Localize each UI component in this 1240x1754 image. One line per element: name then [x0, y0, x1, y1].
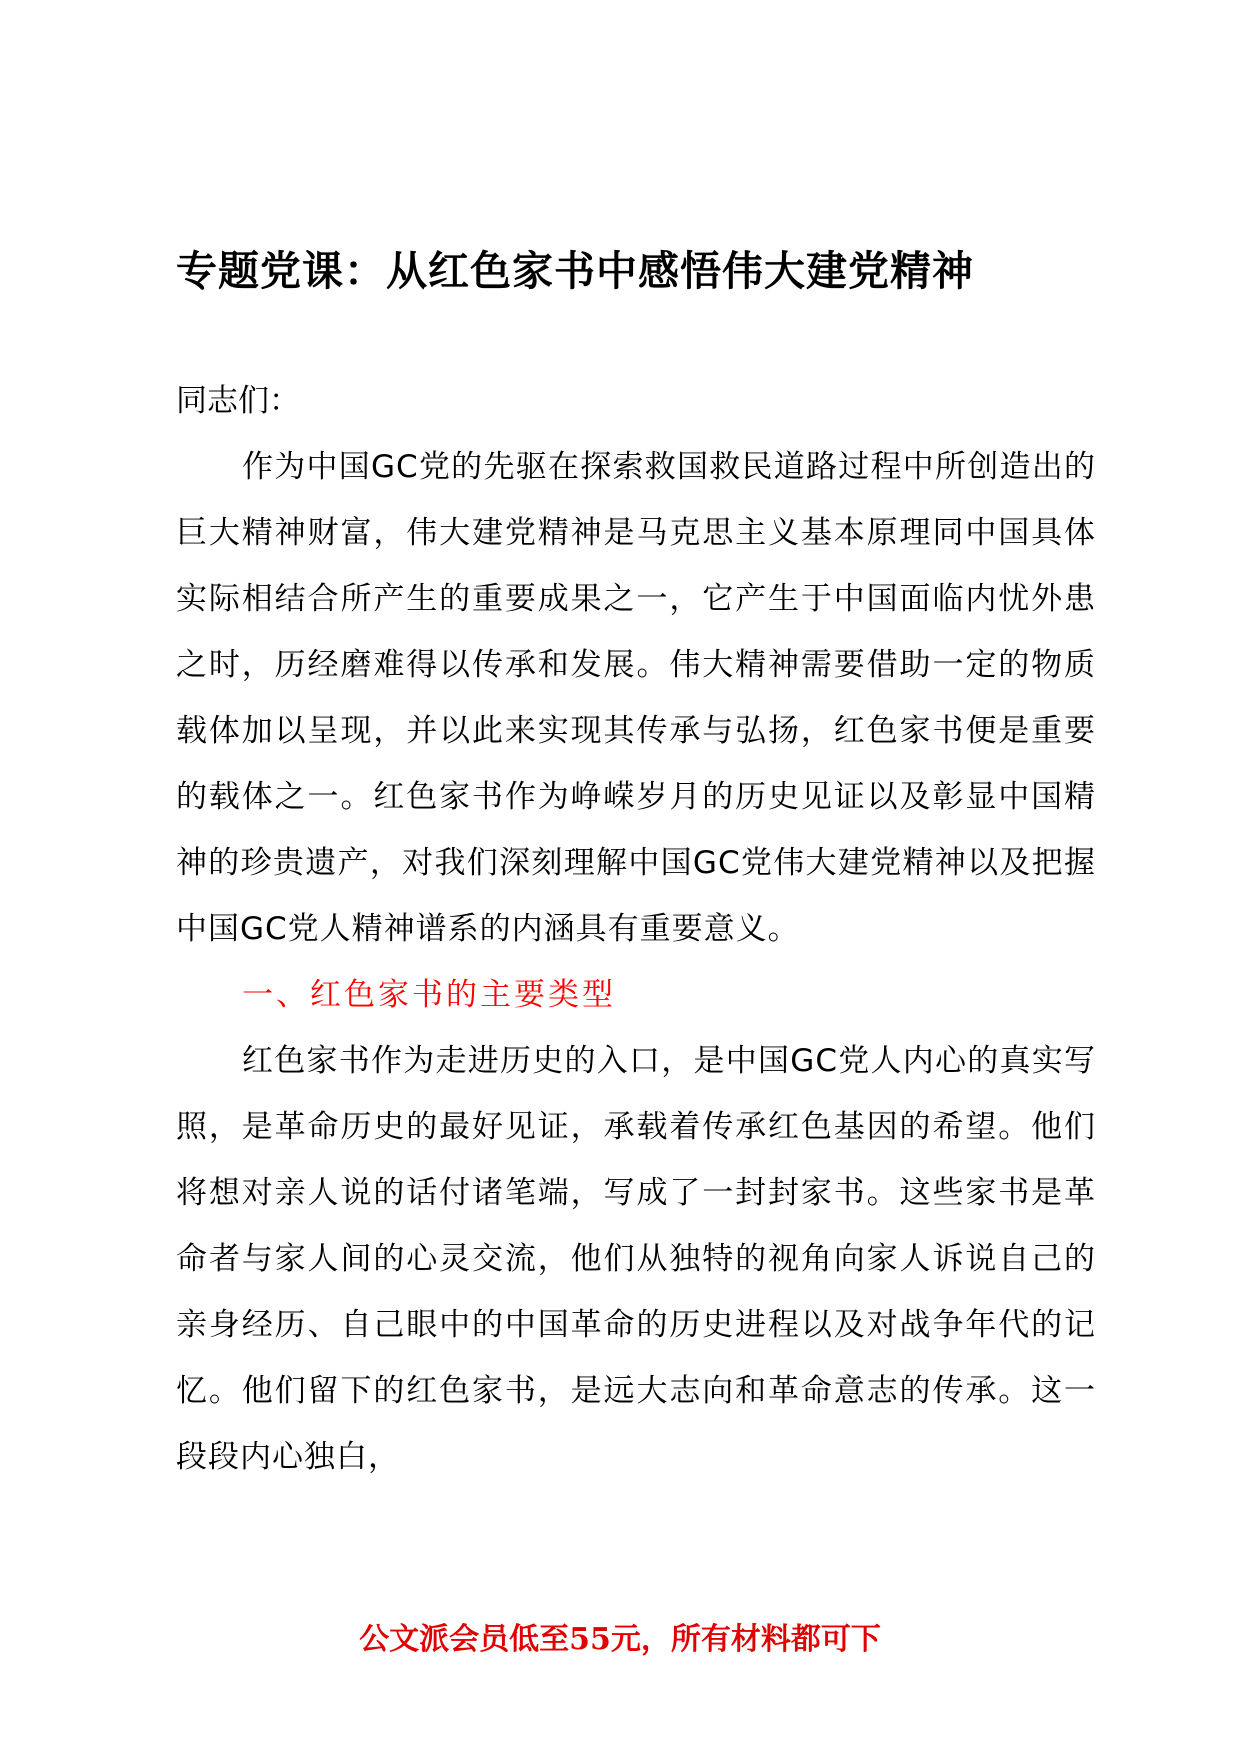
document-title: 专题党课：从红色家书中感悟伟大建党精神: [176, 247, 974, 295]
salutation: 同志们：: [176, 383, 300, 419]
footer-advertisement: 公文派会员低至55元，所有材料都可下: [359, 1622, 881, 1657]
paragraph-section-1: 红色家书作为走进历史的入口，是中国GC党人内心的真实写照，是革命历史的最好见证，承载着传承红色基因的希望。他们将想对亲人说的话付诸笔端，写成了一封封家书。这些家书是革命者与家人间的心灵交流，他们从独特的视角向家人诉说自己的亲身经历、自己眼中的中国革命的历史进程以及对战争年代的记忆。他们留下的红色家书，是远大志向和革命意志的传承。这一段段内心独白，: [176, 1043, 1096, 1475]
paragraph-intro: 作为中国GC党的先驱在探索救国救民道路过程中所创造出的巨大精神财富，伟大建党精神是马克思主义基本原理同中国具体实际相结合所产生的重要成果之一，它产生于中国面临内忧外患之时，历经磨难得以传承和发展。伟大精神需要借助一定的物质载体加以呈现，并以此来实现其传承与弘扬，红色家书便是重要的载体之一。红色家书作为峥嵘岁月的历史见证以及彰显中国精神的珍贵遗产，对我们深刻理解中国GC党伟大建党精神以及把握中国GC党人精神谱系的内涵具有重要意义。: [176, 449, 1096, 947]
document-body: [176, 368, 1096, 1490]
section-heading: 一、红色家书的主要类型: [242, 977, 616, 1013]
